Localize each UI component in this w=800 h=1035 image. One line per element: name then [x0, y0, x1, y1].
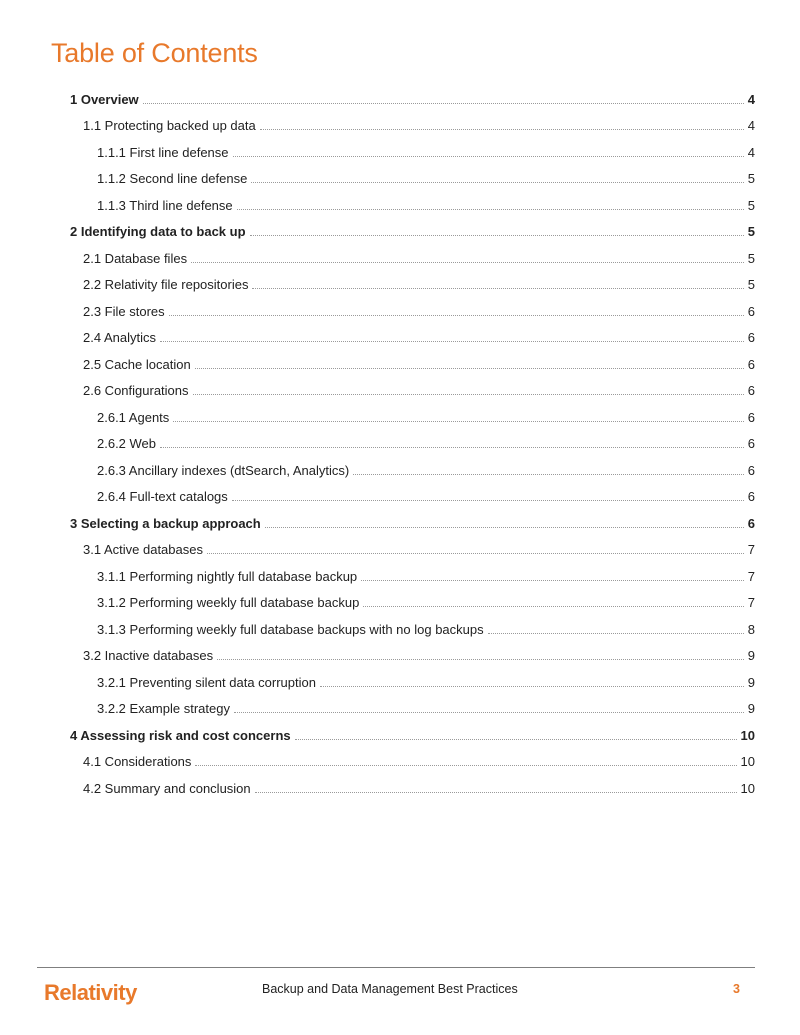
toc-entry-page: 6	[747, 515, 755, 531]
toc-entry-label: 2.5 Cache location	[83, 357, 195, 372]
toc-dot-leader	[361, 579, 744, 581]
toc-dot-leader	[195, 764, 736, 766]
toc-entry-page: 6	[747, 436, 755, 452]
toc-dot-leader	[233, 155, 744, 157]
toc-entry-label: 3.1.3 Performing weekly full database backups with no log backups	[97, 622, 488, 637]
toc-entry-page: 10	[740, 727, 755, 743]
toc-entry-page: 4	[747, 118, 755, 134]
relativity-logo: Relativity	[44, 980, 137, 1005]
toc-entry-label: 2.6.3 Ancillary indexes (dtSearch, Analytics)	[97, 463, 353, 478]
toc-entry[interactable]	[0, 192, 800, 219]
toc-entry-label: 3.1.2 Performing weekly full database backup	[97, 595, 363, 610]
toc-entry-label: 1.1.1 First line defense	[97, 145, 233, 160]
toc-entry-page: 6	[747, 489, 755, 505]
toc-entry[interactable]	[0, 166, 800, 193]
toc-entry-page: 4	[747, 144, 755, 160]
toc-dot-leader	[169, 314, 744, 316]
toc-entry-label: 3 Selecting a backup approach	[70, 516, 265, 531]
toc-dot-leader	[295, 738, 737, 740]
toc-entry[interactable]	[0, 484, 800, 511]
footer-page-number: 3	[733, 982, 740, 996]
toc-dot-leader	[353, 473, 744, 475]
toc-entry[interactable]	[0, 696, 800, 723]
toc-entry-label: 1.1 Protecting backed up data	[83, 118, 260, 133]
toc-entry-label: 3.1 Active databases	[83, 542, 207, 557]
toc-entry-page: 6	[747, 462, 755, 478]
toc-entry[interactable]	[0, 722, 800, 749]
toc-entry-page: 6	[747, 409, 755, 425]
toc-entry-page: 6	[747, 356, 755, 372]
toc-entry[interactable]	[0, 86, 800, 113]
toc-dot-leader	[488, 632, 744, 634]
toc-entry-page: 10	[740, 754, 755, 770]
toc-entry[interactable]	[0, 139, 800, 166]
toc-entry-label: 1.1.3 Third line defense	[97, 198, 237, 213]
toc-entry-page: 7	[747, 542, 755, 558]
toc-entry-page: 8	[747, 621, 755, 637]
toc-entry[interactable]	[0, 325, 800, 352]
toc-dot-leader	[237, 208, 744, 210]
toc-entry-label: 2.1 Database files	[83, 251, 191, 266]
toc-entry-label: 3.2.1 Preventing silent data corruption	[97, 675, 320, 690]
toc-entry-label: 1.1.2 Second line defense	[97, 171, 251, 186]
toc-entry-label: 2.6.2 Web	[97, 436, 160, 451]
toc-dot-leader	[250, 234, 744, 236]
toc-entry-page: 4	[747, 91, 755, 107]
toc-entry[interactable]	[0, 431, 800, 458]
toc-entry-label: 4.1 Considerations	[83, 754, 195, 769]
toc-entry-page: 5	[747, 277, 755, 293]
toc-entry[interactable]	[0, 298, 800, 325]
toc-dot-leader	[173, 420, 743, 422]
toc-entry[interactable]	[0, 245, 800, 272]
toc-entry[interactable]	[0, 272, 800, 299]
toc-entry[interactable]	[0, 113, 800, 140]
toc-entry-page: 5	[747, 250, 755, 266]
toc-entry-label: 2.6 Configurations	[83, 383, 193, 398]
toc-dot-leader	[320, 685, 744, 687]
toc-dot-leader	[191, 261, 744, 263]
toc-entry-page: 6	[747, 330, 755, 346]
toc-entry[interactable]	[0, 457, 800, 484]
toc-entry-page: 9	[747, 648, 755, 664]
toc-entry-label: 3.2.2 Example strategy	[97, 701, 234, 716]
toc-dot-leader	[260, 128, 744, 130]
toc-entry-page: 7	[747, 595, 755, 611]
toc-entry-page: 6	[747, 383, 755, 399]
toc-entry[interactable]	[0, 219, 800, 246]
toc-entry[interactable]	[0, 616, 800, 643]
toc-dot-leader	[234, 711, 744, 713]
toc-entry-label: 4 Assessing risk and cost concerns	[70, 728, 295, 743]
toc-entry[interactable]	[0, 563, 800, 590]
toc-entry-page: 5	[747, 197, 755, 213]
toc-dot-leader	[160, 446, 744, 448]
toc-entry[interactable]	[0, 351, 800, 378]
toc-entry-label: 3.1.1 Performing nightly full database backup	[97, 569, 361, 584]
toc-entry[interactable]	[0, 404, 800, 431]
table-of-contents	[0, 86, 800, 802]
toc-dot-leader	[195, 367, 744, 369]
toc-dot-leader	[207, 552, 744, 554]
toc-dot-leader	[232, 499, 744, 501]
toc-entry[interactable]	[0, 378, 800, 405]
toc-dot-leader	[193, 393, 744, 395]
toc-entry-page: 9	[747, 701, 755, 717]
toc-dot-leader	[252, 287, 743, 289]
toc-entry-label: 2.6.4 Full-text catalogs	[97, 489, 232, 504]
toc-entry-label: 2.2 Relativity file repositories	[83, 277, 252, 292]
toc-entry-label: 2.3 File stores	[83, 304, 169, 319]
toc-entry[interactable]	[0, 537, 800, 564]
toc-entry-page: 10	[740, 780, 755, 796]
toc-entry-page: 5	[747, 224, 755, 240]
toc-entry-page: 9	[747, 674, 755, 690]
toc-dot-leader	[217, 658, 744, 660]
footer-divider	[37, 967, 755, 968]
toc-entry[interactable]	[0, 749, 800, 776]
toc-entry[interactable]	[0, 643, 800, 670]
toc-entry-page: 6	[747, 303, 755, 319]
toc-dot-leader	[255, 791, 737, 793]
toc-entry[interactable]	[0, 590, 800, 617]
toc-entry-page: 7	[747, 568, 755, 584]
toc-entry[interactable]	[0, 510, 800, 537]
toc-entry-label: 3.2 Inactive databases	[83, 648, 217, 663]
toc-entry-label: 2 Identifying data to back up	[70, 224, 250, 239]
toc-entry-label: 2.6.1 Agents	[97, 410, 173, 425]
toc-entry-label: 4.2 Summary and conclusion	[83, 781, 255, 796]
toc-dot-leader	[160, 340, 744, 342]
toc-entry[interactable]	[0, 669, 800, 696]
footer-document-title: Backup and Data Management Best Practices	[262, 982, 518, 996]
toc-entry[interactable]	[0, 775, 800, 802]
toc-dot-leader	[363, 605, 743, 607]
toc-dot-leader	[265, 526, 744, 528]
page-title: Table of Contents	[51, 38, 258, 68]
toc-entry-label: 2.4 Analytics	[83, 330, 160, 345]
toc-dot-leader	[251, 181, 743, 183]
toc-dot-leader	[143, 102, 744, 104]
toc-entry-page: 5	[747, 171, 755, 187]
toc-entry-label: 1 Overview	[70, 92, 143, 107]
